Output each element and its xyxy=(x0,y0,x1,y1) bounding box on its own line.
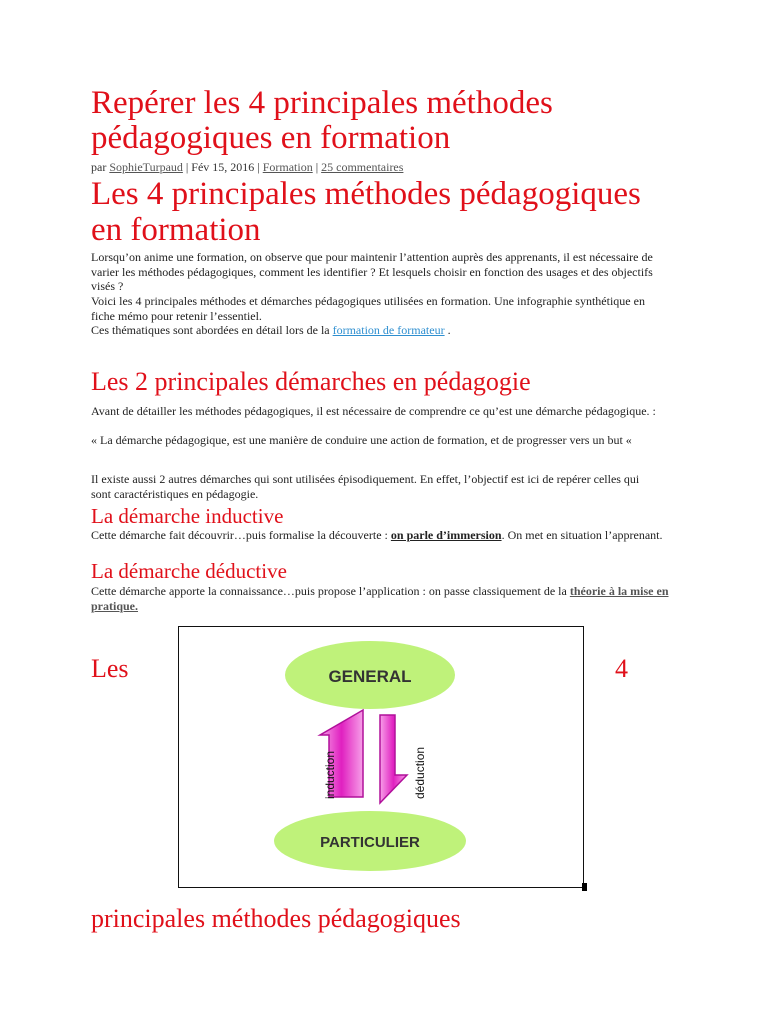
immersion-emphasis: on parle d’immersion xyxy=(390,528,502,542)
deductive-text-a: Cette démarche apporte la connaissance…puis propose l’application : on passe classiquement de la xyxy=(91,584,570,598)
article-subtitle: Les 4 principales méthodes pédagogiques en formation xyxy=(91,176,641,248)
demarches-quote: « La démarche pédagogique, est une manière de conduire une action de formation, et de progresser vers un but « xyxy=(91,433,632,447)
heading-fragment-les: Les xyxy=(91,654,129,683)
intro-3-end: . xyxy=(444,323,451,337)
intro-paragraph-1: Lorsqu’on anime une formation, on observe que pour maintenir l’attention auprès des apprenants, il est nécessaire de varier les méthodes pédagogiques, comment les identifier ? Et lesquels choisir en fonction des usages et des objectifs visés ? xyxy=(91,250,653,293)
category-link[interactable]: Formation xyxy=(262,160,313,174)
formation-formateur-link[interactable]: formation de formateur xyxy=(332,323,445,337)
deduction-label: déduction xyxy=(413,746,427,799)
inductive-heading: La démarche inductive xyxy=(91,504,284,528)
deductive-text xyxy=(91,584,671,613)
induction-deduction-figure xyxy=(178,626,584,888)
theorie-pratique-link[interactable]: théorie à la mise en pratique. xyxy=(91,584,669,613)
intro-paragraph-2: Voici les 4 principales méthodes et démarches pédagogiques utilisées en formation. Une infographie synthétique en fiche mémo pour retenir l’essentiel. xyxy=(91,294,645,323)
meta-prefix: par xyxy=(91,160,110,174)
demarches-paragraph-3: Il existe aussi 2 autres démarches qui sont utilisées épisodiquement. En effet, l’objectif est ici de repérer celles qui sont caractéristiques en pédagogie. xyxy=(91,472,640,501)
inductive-text-b: . On met en situation l’apprenant. xyxy=(501,528,663,542)
post-meta xyxy=(91,160,403,174)
figure-svg xyxy=(179,627,582,886)
deduction-arrow xyxy=(380,715,407,803)
heading-fragment-methodes: principales méthodes pédagogiques xyxy=(91,904,461,933)
inductive-text-a: Cette démarche fait découvrir…puis formalise la découverte : xyxy=(91,528,391,542)
section-heading-demarches: Les 2 principales démarches en pédagogie xyxy=(91,367,531,396)
inductive-text xyxy=(91,528,671,543)
figure-corner-mark xyxy=(582,883,587,891)
meta-sep: | xyxy=(312,160,322,174)
intro-3-text: Ces thématiques sont abordées en détail lors de la xyxy=(91,323,333,337)
author-link[interactable]: SophieTurpaud xyxy=(109,160,183,174)
demarches-paragraph-1: Avant de détailler les méthodes pédagogiques, il est nécessaire de comprendre ce qu’est une démarche pédagogique. : xyxy=(91,404,656,418)
particulier-label: PARTICULIER xyxy=(320,834,420,851)
comments-link[interactable]: 25 commentaires xyxy=(321,160,404,174)
general-label: GENERAL xyxy=(328,667,412,686)
article-title: Repérer les 4 principales méthodes pédagogiques en formation xyxy=(91,85,553,156)
induction-label: induction xyxy=(323,750,337,799)
intro-paragraph-3 xyxy=(91,323,671,338)
meta-date: | Fév 15, 2016 | xyxy=(182,160,263,174)
deductive-heading: La démarche déductive xyxy=(91,559,287,583)
heading-fragment-4: 4 xyxy=(615,654,628,683)
